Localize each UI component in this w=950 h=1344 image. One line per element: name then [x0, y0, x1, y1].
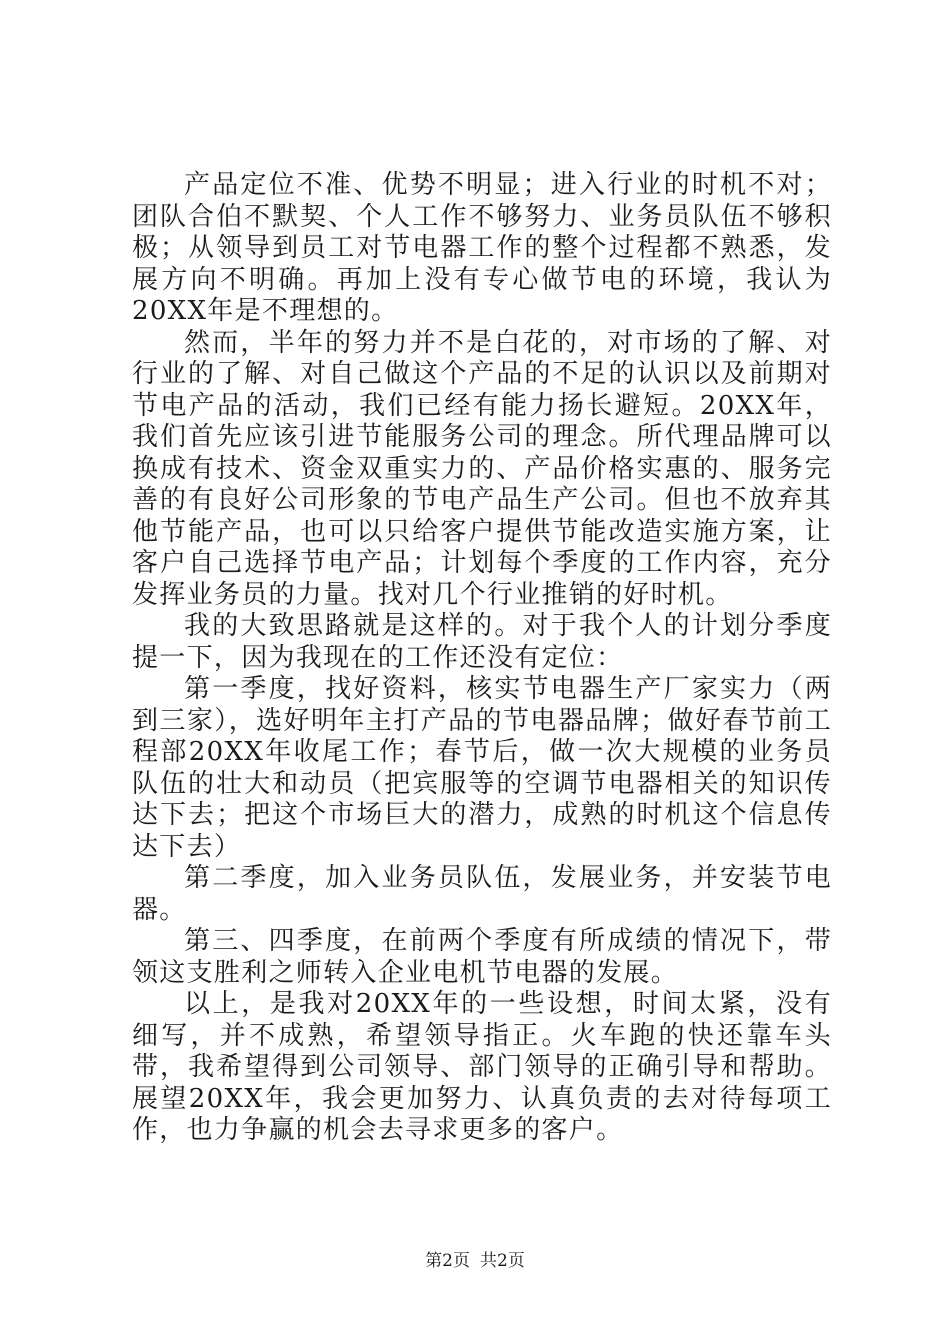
paragraph: 产品定位不准、优势不明显；进入行业的时机不对；团队合伯不默契、个人工作不够努力、业务员队伍不够积极；从领导到员工对节电器工作的整个过程都不熟悉，发展方向不明确。再加上没有专心做节电的环境，我认为20XX年是不理想的。	[132, 170, 832, 326]
page-number-current: 第2页	[425, 1251, 470, 1271]
paragraph: 第三、四季度，在前两个季度有所成绩的情况下，带领这支胜利之师转入企业电机节电器的发展。	[132, 926, 832, 988]
paragraph: 以上，是我对20XX年的一些设想，时间太紧，没有细写，并不成熟，希望领导指正。火车跑的快还靠车头带，我希望得到公司领导、部门领导的正确引导和帮助。展望20XX年，我会更加努力、认真负责的去对待每项工作，也力争赢的机会去寻求更多的客户。	[132, 989, 832, 1145]
paragraph: 第一季度，找好资料，核实节电器生产厂家实力（两到三家），选好明年主打产品的节电器品牌；做好春节前工程部20XX年收尾工作；春节后，做一次大规模的业务员队伍的壮大和动员（把宾服等的空调节电器相关的知识传达下去；把这个市场巨大的潜力，成熟的时机这个信息传达下去）	[132, 674, 832, 862]
page-number-total: 共2页	[480, 1251, 525, 1271]
paragraph: 然而，半年的努力并不是白花的，对市场的了解、对行业的了解、对自己做这个产品的不足的认识以及前期对节电产品的活动，我们已经有能力扬长避短。20XX年，我们首先应该引进节能服务公司的理念。所代理品牌可以换成有技术、资金双重实力的、产品价格实惠的、服务完善的有良好公司形象的节电产品生产公司。但也不放弃其他节能产品，也可以只给客户提供节能改造实施方案，让客户自己选择节电产品；计划每个季度的工作内容，充分发挥业务员的力量。找对几个行业推销的好时机。	[132, 327, 832, 610]
paragraph: 第二季度，加入业务员队伍，发展业务，并安装节电器。	[132, 863, 832, 925]
page-footer	[0, 1246, 950, 1271]
document-body	[132, 170, 832, 1147]
paragraph: 我的大致思路就是这样的。对于我个人的计划分季度提一下，因为我现在的工作还没有定位：	[132, 611, 832, 673]
